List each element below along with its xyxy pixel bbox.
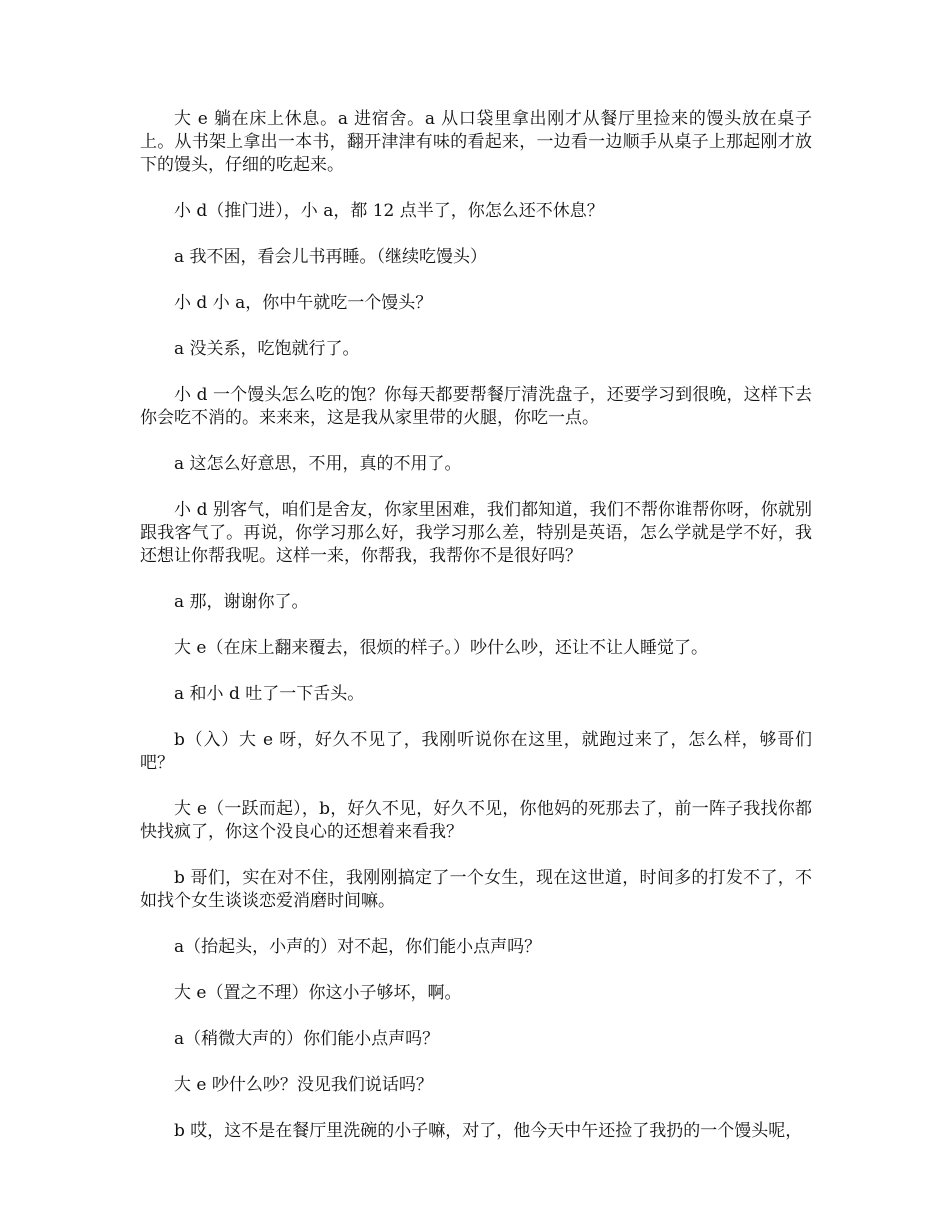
paragraph-6: 小 d 一个馒头怎么吃的饱？你每天都要帮餐厅清洗盘子，还要学习到很晚，这样下去你会吃不消的。来来来，这是我从家里带的火腿，你吃一点。 — [140, 385, 812, 428]
paragraph-11: a 和小 d 吐了一下舌头。 — [174, 684, 365, 704]
paragraph-15: a（抬起头，小声的）对不起，你们能小点声吗？ — [174, 937, 542, 957]
paragraph-8: 小 d 别客气，咱们是舍友，你家里困难，我们都知道，我们不帮你谁帮你呀，你就别跟我客气了。再说，你学习那么好，我学习那么差，特别是英语，怎么学就是学不好，我还想让你帮我呢。这样一来，你帮我，我帮你不是很好吗？ — [140, 500, 812, 566]
paragraph-17: a（稍微大声的）你们能小点声吗？ — [174, 1029, 440, 1049]
paragraph-10: 大 e（在床上翻来覆去，很烦的样子。）吵什么吵，还让不让人睡觉了。 — [174, 638, 708, 658]
document-page — [140, 108, 812, 1166]
paragraph-3: a 我不困，看会儿书再睡。（继续吃馒头） — [174, 247, 488, 267]
paragraph-9: a 那，谢谢你了。 — [174, 592, 309, 612]
paragraph-7: a 这怎么好意思，不用，真的不用了。 — [174, 454, 462, 474]
paragraph-18: 大 e 吵什么吵？没见我们说话吗？ — [174, 1075, 433, 1095]
paragraph-12: b（入）大 e 呀，好久不见了，我刚听说你在这里，就跑过来了，怎么样，够哥们吧？ — [140, 730, 812, 773]
paragraph-14: b 哥们，实在对不住，我刚刚搞定了一个女生，现在这世道，时间多的打发不了，不如找个女生谈谈恋爱消磨时间嘛。 — [140, 868, 812, 911]
paragraph-16: 大 e（置之不理）你这小子够坏，啊。 — [174, 983, 462, 1003]
paragraph-5: a 没关系，吃饱就行了。 — [174, 339, 360, 359]
paragraph-19: b 哎，这不是在餐厅里洗碗的小子嘛，对了，他今天中午还捡了我扔的一个馒头呢， — [174, 1121, 803, 1141]
paragraph-4: 小 d 小 a，你中午就吃一个馒头？ — [174, 293, 433, 313]
paragraph-13: 大 e（一跃而起），b，好久不见，好久不见，你他妈的死那去了，前一阵子我找你都快找疯了，你这个没良心的还想着来看我？ — [140, 799, 812, 842]
paragraph-1: 大 e 躺在床上休息。a 进宿舍。a 从口袋里拿出刚才从餐厅里捡来的馒头放在桌子上。从书架上拿出一本书，翻开津津有味的看起来，一边看一边顺手从桌子上那起刚才放下的馒头，仔细的吃起来。 — [140, 109, 812, 175]
paragraph-2: 小 d（推门进），小 a，都 12 点半了，你怎么还不休息？ — [174, 201, 604, 221]
